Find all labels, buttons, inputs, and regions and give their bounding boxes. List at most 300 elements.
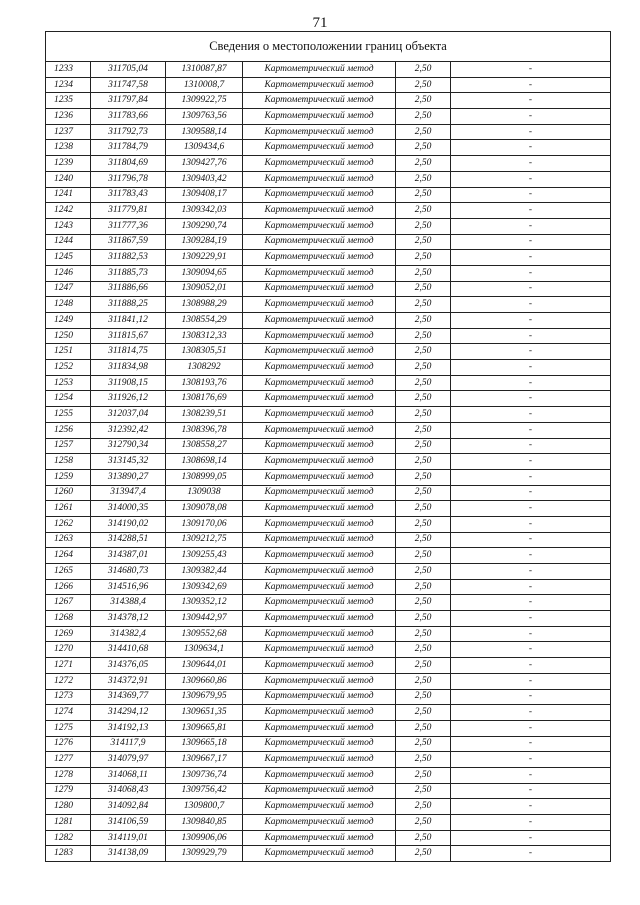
point-number-cell: 1255 [46, 407, 91, 423]
method-cell: Картометрический метод [243, 642, 396, 658]
method-cell: Картометрический метод [243, 281, 396, 297]
point-number-cell: 1266 [46, 579, 91, 595]
x-coordinate-cell: 314117,9 [91, 736, 166, 752]
description-cell: - [451, 187, 611, 203]
point-number-cell: 1272 [46, 673, 91, 689]
description-cell: - [451, 783, 611, 799]
x-coordinate-cell: 314369,77 [91, 689, 166, 705]
y-coordinate-cell: 1309929,79 [166, 846, 243, 862]
description-cell: - [451, 469, 611, 485]
method-cell: Картометрический метод [243, 846, 396, 862]
precision-cell: 2,50 [396, 783, 451, 799]
method-cell: Картометрический метод [243, 218, 396, 234]
point-number-cell: 1234 [46, 77, 91, 93]
table-row [46, 815, 611, 831]
x-coordinate-cell: 311783,66 [91, 109, 166, 125]
y-coordinate-cell: 1309284,19 [166, 234, 243, 250]
method-cell: Картометрический метод [243, 752, 396, 768]
point-number-cell: 1268 [46, 611, 91, 627]
precision-cell: 2,50 [396, 799, 451, 815]
point-number-cell: 1259 [46, 469, 91, 485]
x-coordinate-cell: 314068,11 [91, 767, 166, 783]
table-row [46, 595, 611, 611]
method-cell: Картометрический метод [243, 234, 396, 250]
table-row [46, 767, 611, 783]
method-cell: Картометрический метод [243, 783, 396, 799]
method-cell: Картометрический метод [243, 422, 396, 438]
description-cell: - [451, 77, 611, 93]
precision-cell: 2,50 [396, 548, 451, 564]
point-number-cell: 1250 [46, 328, 91, 344]
y-coordinate-cell: 1308292 [166, 360, 243, 376]
precision-cell: 2,50 [396, 516, 451, 532]
table-row [46, 564, 611, 580]
table-row [46, 705, 611, 721]
x-coordinate-cell: 314092,84 [91, 799, 166, 815]
y-coordinate-cell: 1309342,03 [166, 203, 243, 219]
description-cell: - [451, 93, 611, 109]
method-cell: Картометрический метод [243, 626, 396, 642]
point-number-cell: 1242 [46, 203, 91, 219]
x-coordinate-cell: 314000,35 [91, 501, 166, 517]
precision-cell: 2,50 [396, 124, 451, 140]
table-row [46, 328, 611, 344]
description-cell: - [451, 846, 611, 862]
y-coordinate-cell: 1309403,42 [166, 171, 243, 187]
x-coordinate-cell: 314106,59 [91, 815, 166, 831]
point-number-cell: 1265 [46, 564, 91, 580]
method-cell: Картометрический метод [243, 93, 396, 109]
x-coordinate-cell: 311834,98 [91, 360, 166, 376]
point-number-cell: 1240 [46, 171, 91, 187]
y-coordinate-cell: 1308999,05 [166, 469, 243, 485]
description-cell: - [451, 720, 611, 736]
description-cell: - [451, 250, 611, 266]
method-cell: Картометрический метод [243, 564, 396, 580]
description-cell: - [451, 815, 611, 831]
description-cell: - [451, 265, 611, 281]
y-coordinate-cell: 1308396,78 [166, 422, 243, 438]
method-cell: Картометрический метод [243, 391, 396, 407]
method-cell: Картометрический метод [243, 62, 396, 78]
point-number-cell: 1246 [46, 265, 91, 281]
method-cell: Картометрический метод [243, 344, 396, 360]
point-number-cell: 1277 [46, 752, 91, 768]
x-coordinate-cell: 311797,84 [91, 93, 166, 109]
table-row [46, 658, 611, 674]
description-cell: - [451, 140, 611, 156]
method-cell: Картометрический метод [243, 736, 396, 752]
point-number-cell: 1252 [46, 360, 91, 376]
table-row [46, 799, 611, 815]
y-coordinate-cell: 1309229,91 [166, 250, 243, 266]
table-row [46, 830, 611, 846]
description-cell: - [451, 62, 611, 78]
x-coordinate-cell: 311815,67 [91, 328, 166, 344]
point-number-cell: 1283 [46, 846, 91, 862]
description-cell: - [451, 407, 611, 423]
x-coordinate-cell: 311841,12 [91, 313, 166, 329]
point-number-cell: 1279 [46, 783, 91, 799]
table-row [46, 281, 611, 297]
y-coordinate-cell: 1309763,56 [166, 109, 243, 125]
y-coordinate-cell: 1309094,65 [166, 265, 243, 281]
precision-cell: 2,50 [396, 281, 451, 297]
y-coordinate-cell: 1309427,76 [166, 156, 243, 172]
y-coordinate-cell: 1309840,85 [166, 815, 243, 831]
precision-cell: 2,50 [396, 532, 451, 548]
table-row [46, 626, 611, 642]
table-row [46, 140, 611, 156]
x-coordinate-cell: 311796,78 [91, 171, 166, 187]
x-coordinate-cell: 314387,01 [91, 548, 166, 564]
table-row [46, 689, 611, 705]
table-row [46, 124, 611, 140]
x-coordinate-cell: 314068,43 [91, 783, 166, 799]
precision-cell: 2,50 [396, 454, 451, 470]
description-cell: - [451, 328, 611, 344]
description-cell: - [451, 673, 611, 689]
method-cell: Картометрический метод [243, 407, 396, 423]
precision-cell: 2,50 [396, 579, 451, 595]
table-row [46, 360, 611, 376]
y-coordinate-cell: 1309667,17 [166, 752, 243, 768]
x-coordinate-cell: 312037,04 [91, 407, 166, 423]
point-number-cell: 1236 [46, 109, 91, 125]
y-coordinate-cell: 1308988,29 [166, 297, 243, 313]
y-coordinate-cell: 1308554,29 [166, 313, 243, 329]
description-cell: - [451, 391, 611, 407]
x-coordinate-cell: 311908,15 [91, 375, 166, 391]
point-number-cell: 1282 [46, 830, 91, 846]
x-coordinate-cell: 311779,81 [91, 203, 166, 219]
table-row [46, 265, 611, 281]
description-cell: - [451, 516, 611, 532]
point-number-cell: 1260 [46, 485, 91, 501]
table-row [46, 422, 611, 438]
y-coordinate-cell: 1309651,35 [166, 705, 243, 721]
description-cell: - [451, 564, 611, 580]
x-coordinate-cell: 312790,34 [91, 438, 166, 454]
method-cell: Картометрический метод [243, 454, 396, 470]
x-coordinate-cell: 314410,68 [91, 642, 166, 658]
x-coordinate-cell: 311784,79 [91, 140, 166, 156]
precision-cell: 2,50 [396, 62, 451, 78]
method-cell: Картометрический метод [243, 516, 396, 532]
y-coordinate-cell: 1309588,14 [166, 124, 243, 140]
x-coordinate-cell: 311867,59 [91, 234, 166, 250]
table-row [46, 62, 611, 78]
description-cell: - [451, 234, 611, 250]
y-coordinate-cell: 1309434,6 [166, 140, 243, 156]
y-coordinate-cell: 1309756,42 [166, 783, 243, 799]
table-row [46, 469, 611, 485]
point-number-cell: 1271 [46, 658, 91, 674]
point-number-cell: 1253 [46, 375, 91, 391]
table-row [46, 752, 611, 768]
method-cell: Картометрический метод [243, 203, 396, 219]
description-cell: - [451, 689, 611, 705]
point-number-cell: 1243 [46, 218, 91, 234]
table-row [46, 501, 611, 517]
precision-cell: 2,50 [396, 720, 451, 736]
precision-cell: 2,50 [396, 297, 451, 313]
description-cell: - [451, 626, 611, 642]
table-row [46, 187, 611, 203]
x-coordinate-cell: 314119,01 [91, 830, 166, 846]
precision-cell: 2,50 [396, 140, 451, 156]
x-coordinate-cell: 314388,4 [91, 595, 166, 611]
x-coordinate-cell: 314372,91 [91, 673, 166, 689]
y-coordinate-cell: 1308558,27 [166, 438, 243, 454]
table-row [46, 485, 611, 501]
method-cell: Картометрический метод [243, 328, 396, 344]
precision-cell: 2,50 [396, 626, 451, 642]
y-coordinate-cell: 1309736,74 [166, 767, 243, 783]
precision-cell: 2,50 [396, 265, 451, 281]
description-cell: - [451, 375, 611, 391]
table-row [46, 720, 611, 736]
point-number-cell: 1248 [46, 297, 91, 313]
x-coordinate-cell: 311783,43 [91, 187, 166, 203]
y-coordinate-cell: 1309665,81 [166, 720, 243, 736]
point-number-cell: 1239 [46, 156, 91, 172]
point-number-cell: 1251 [46, 344, 91, 360]
method-cell: Картометрический метод [243, 611, 396, 627]
precision-cell: 2,50 [396, 313, 451, 329]
method-cell: Картометрический метод [243, 815, 396, 831]
method-cell: Картометрический метод [243, 532, 396, 548]
x-coordinate-cell: 312392,42 [91, 422, 166, 438]
x-coordinate-cell: 314294,12 [91, 705, 166, 721]
precision-cell: 2,50 [396, 501, 451, 517]
method-cell: Картометрический метод [243, 830, 396, 846]
precision-cell: 2,50 [396, 485, 451, 501]
table-row [46, 156, 611, 172]
table-row [46, 93, 611, 109]
y-coordinate-cell: 1308176,69 [166, 391, 243, 407]
description-cell: - [451, 218, 611, 234]
method-cell: Картометрический метод [243, 438, 396, 454]
precision-cell: 2,50 [396, 93, 451, 109]
precision-cell: 2,50 [396, 407, 451, 423]
x-coordinate-cell: 314382,4 [91, 626, 166, 642]
table-row [46, 642, 611, 658]
method-cell: Картометрический метод [243, 375, 396, 391]
table-row [46, 407, 611, 423]
point-number-cell: 1276 [46, 736, 91, 752]
description-cell: - [451, 642, 611, 658]
point-number-cell: 1238 [46, 140, 91, 156]
precision-cell: 2,50 [396, 360, 451, 376]
point-number-cell: 1241 [46, 187, 91, 203]
description-cell: - [451, 124, 611, 140]
y-coordinate-cell: 1309408,17 [166, 187, 243, 203]
x-coordinate-cell: 314079,97 [91, 752, 166, 768]
table-body [46, 62, 611, 862]
precision-cell: 2,50 [396, 156, 451, 172]
y-coordinate-cell: 1309078,08 [166, 501, 243, 517]
x-coordinate-cell: 311747,58 [91, 77, 166, 93]
point-number-cell: 1278 [46, 767, 91, 783]
y-coordinate-cell: 1309679,95 [166, 689, 243, 705]
x-coordinate-cell: 311705,04 [91, 62, 166, 78]
description-cell: - [451, 752, 611, 768]
precision-cell: 2,50 [396, 422, 451, 438]
method-cell: Картометрический метод [243, 501, 396, 517]
point-number-cell: 1237 [46, 124, 91, 140]
method-cell: Картометрический метод [243, 187, 396, 203]
method-cell: Картометрический метод [243, 469, 396, 485]
x-coordinate-cell: 313145,32 [91, 454, 166, 470]
point-number-cell: 1257 [46, 438, 91, 454]
point-number-cell: 1281 [46, 815, 91, 831]
x-coordinate-cell: 311814,75 [91, 344, 166, 360]
method-cell: Картометрический метод [243, 673, 396, 689]
method-cell: Картометрический метод [243, 485, 396, 501]
table-row [46, 109, 611, 125]
y-coordinate-cell: 1308239,51 [166, 407, 243, 423]
point-number-cell: 1269 [46, 626, 91, 642]
table-title: Сведения о местоположении границ объекта [46, 32, 611, 62]
y-coordinate-cell: 1309052,01 [166, 281, 243, 297]
table-row [46, 313, 611, 329]
table-row [46, 203, 611, 219]
x-coordinate-cell: 314192,13 [91, 720, 166, 736]
precision-cell: 2,50 [396, 187, 451, 203]
table-row [46, 218, 611, 234]
method-cell: Картометрический метод [243, 109, 396, 125]
x-coordinate-cell: 311885,73 [91, 265, 166, 281]
table-row [46, 579, 611, 595]
table-row [46, 454, 611, 470]
description-cell: - [451, 422, 611, 438]
precision-cell: 2,50 [396, 564, 451, 580]
description-cell: - [451, 799, 611, 815]
x-coordinate-cell: 314190,02 [91, 516, 166, 532]
precision-cell: 2,50 [396, 77, 451, 93]
point-number-cell: 1270 [46, 642, 91, 658]
y-coordinate-cell: 1309634,1 [166, 642, 243, 658]
point-number-cell: 1254 [46, 391, 91, 407]
precision-cell: 2,50 [396, 611, 451, 627]
point-number-cell: 1275 [46, 720, 91, 736]
precision-cell: 2,50 [396, 595, 451, 611]
method-cell: Картометрический метод [243, 579, 396, 595]
precision-cell: 2,50 [396, 767, 451, 783]
description-cell: - [451, 203, 611, 219]
x-coordinate-cell: 313947,4 [91, 485, 166, 501]
precision-cell: 2,50 [396, 234, 451, 250]
precision-cell: 2,50 [396, 752, 451, 768]
precision-cell: 2,50 [396, 658, 451, 674]
precision-cell: 2,50 [396, 109, 451, 125]
table-row [46, 783, 611, 799]
precision-cell: 2,50 [396, 438, 451, 454]
description-cell: - [451, 156, 611, 172]
y-coordinate-cell: 1309342,69 [166, 579, 243, 595]
table-row [46, 297, 611, 313]
table-row [46, 673, 611, 689]
precision-cell: 2,50 [396, 218, 451, 234]
description-cell: - [451, 438, 611, 454]
method-cell: Картометрический метод [243, 767, 396, 783]
description-cell: - [451, 454, 611, 470]
description-cell: - [451, 297, 611, 313]
y-coordinate-cell: 1309442,97 [166, 611, 243, 627]
y-coordinate-cell: 1308305,51 [166, 344, 243, 360]
precision-cell: 2,50 [396, 344, 451, 360]
description-cell: - [451, 501, 611, 517]
table-row [46, 234, 611, 250]
y-coordinate-cell: 1309660,86 [166, 673, 243, 689]
y-coordinate-cell: 1309170,06 [166, 516, 243, 532]
precision-cell: 2,50 [396, 705, 451, 721]
description-cell: - [451, 532, 611, 548]
x-coordinate-cell: 314138,09 [91, 846, 166, 862]
point-number-cell: 1262 [46, 516, 91, 532]
description-cell: - [451, 595, 611, 611]
point-number-cell: 1267 [46, 595, 91, 611]
precision-cell: 2,50 [396, 250, 451, 266]
method-cell: Картометрический метод [243, 171, 396, 187]
point-number-cell: 1274 [46, 705, 91, 721]
y-coordinate-cell: 1309906,06 [166, 830, 243, 846]
precision-cell: 2,50 [396, 830, 451, 846]
y-coordinate-cell: 1308312,33 [166, 328, 243, 344]
table-row [46, 532, 611, 548]
point-number-cell: 1244 [46, 234, 91, 250]
y-coordinate-cell: 1309922,75 [166, 93, 243, 109]
point-number-cell: 1263 [46, 532, 91, 548]
x-coordinate-cell: 311888,25 [91, 297, 166, 313]
precision-cell: 2,50 [396, 642, 451, 658]
description-cell: - [451, 171, 611, 187]
precision-cell: 2,50 [396, 469, 451, 485]
x-coordinate-cell: 314378,12 [91, 611, 166, 627]
precision-cell: 2,50 [396, 203, 451, 219]
method-cell: Картометрический метод [243, 720, 396, 736]
description-cell: - [451, 579, 611, 595]
method-cell: Картометрический метод [243, 313, 396, 329]
y-coordinate-cell: 1310087,87 [166, 62, 243, 78]
x-coordinate-cell: 311792,73 [91, 124, 166, 140]
description-cell: - [451, 705, 611, 721]
x-coordinate-cell: 314680,73 [91, 564, 166, 580]
method-cell: Картометрический метод [243, 548, 396, 564]
method-cell: Картометрический метод [243, 265, 396, 281]
precision-cell: 2,50 [396, 689, 451, 705]
description-cell: - [451, 485, 611, 501]
point-number-cell: 1245 [46, 250, 91, 266]
x-coordinate-cell: 311777,36 [91, 218, 166, 234]
method-cell: Картометрический метод [243, 595, 396, 611]
precision-cell: 2,50 [396, 736, 451, 752]
table-row [46, 736, 611, 752]
description-cell: - [451, 767, 611, 783]
y-coordinate-cell: 1310008,7 [166, 77, 243, 93]
description-cell: - [451, 344, 611, 360]
precision-cell: 2,50 [396, 391, 451, 407]
table-row [46, 250, 611, 266]
x-coordinate-cell: 313890,27 [91, 469, 166, 485]
table-row [46, 516, 611, 532]
point-number-cell: 1233 [46, 62, 91, 78]
description-cell: - [451, 611, 611, 627]
y-coordinate-cell: 1309352,12 [166, 595, 243, 611]
table-row [46, 438, 611, 454]
point-number-cell: 1280 [46, 799, 91, 815]
